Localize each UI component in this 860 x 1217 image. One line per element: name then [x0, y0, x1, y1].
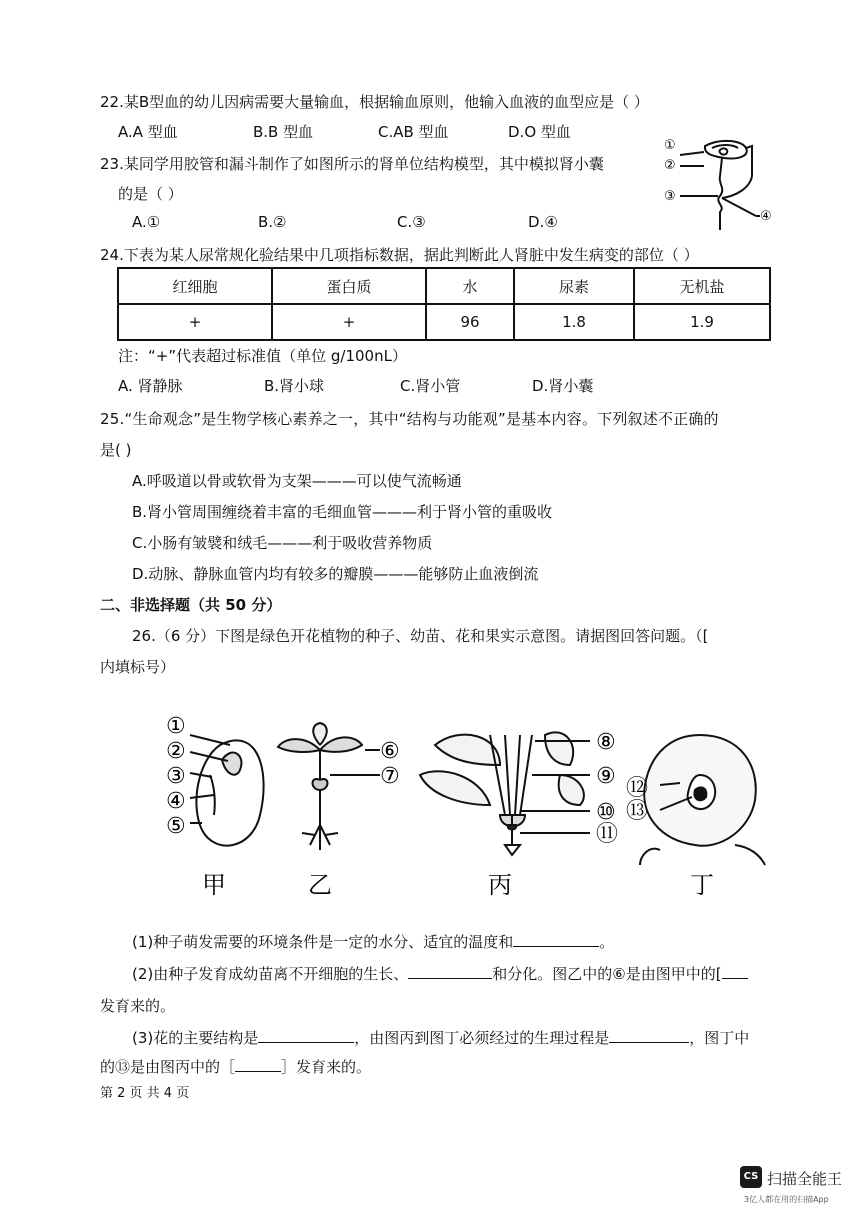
q24-note: 注：“+”代表超过标准值（单位 g/100nL） [118, 347, 407, 365]
q26-sub3-line2-text-a: 的⑬是由图丙中的 [100, 1058, 221, 1076]
q22-option-d: D.O 型血 [508, 123, 571, 141]
seed-label-4: ④ [166, 789, 186, 814]
watermark-brand: 扫描全能王 [767, 1170, 843, 1188]
seedling-label-7: ⑦ [380, 764, 400, 789]
q26-sub3-text-c: ，图丁中 [689, 1029, 750, 1047]
seedling-label-6: ⑥ [380, 739, 400, 764]
answer-blank-3[interactable] [722, 978, 748, 979]
flower-label-8: ⑧ [596, 730, 616, 755]
q23-option-a: A.① [132, 213, 161, 231]
table-cell: 1.9 [634, 304, 770, 340]
q25-option-d: D.动脉、静脉血管内均有较多的瓣膜———能够防止血液倒流 [132, 565, 539, 583]
table-header: 无机盐 [634, 268, 770, 304]
table-header: 红细胞 [118, 268, 272, 304]
table-header-row [118, 268, 770, 304]
table-cell: + [118, 304, 272, 340]
q26-sub2-text-a: (2)由种子发育成幼苗离不开细胞的生长、 [132, 965, 409, 983]
watermark-tagline: 3亿人都在用的扫描App [744, 1195, 829, 1204]
fruit-label-13: ⑬ [626, 799, 649, 824]
q22-option-b: B.B 型血 [253, 123, 314, 141]
q26-sub2 [132, 963, 748, 984]
caption-bing: 丙 [488, 871, 512, 899]
q24-option-d: D.肾小囊 [532, 377, 594, 395]
caption-ding: 丁 [690, 871, 714, 899]
q26-sub3-text-b: ，由图丙到图丁必须经过的生理过程是 [354, 1029, 610, 1047]
q23-stem-line2: 的是（ ） [118, 185, 183, 203]
seed-label-5: ⑤ [166, 814, 186, 839]
plant-figure [160, 705, 770, 905]
answer-blank-1[interactable] [513, 946, 599, 947]
q24-option-a: A. 肾静脉 [118, 377, 183, 395]
table-header: 水 [426, 268, 514, 304]
caption-jia: 甲 [202, 871, 226, 899]
seed-label-3: ③ [166, 764, 186, 789]
table-cell: 96 [426, 304, 514, 340]
q22-option-c: C.AB 型血 [378, 123, 449, 141]
nephron-label-4: ④ [760, 209, 772, 224]
caption-yi: 乙 [308, 871, 332, 899]
q24-stem: 24.下表为某人尿常规化验结果中几项指标数据，据此判断此人肾脏中发生病变的部位（ ） [100, 246, 699, 264]
seed-label-1: ① [166, 714, 186, 739]
table-cell: + [272, 304, 426, 340]
table-header: 蛋白质 [272, 268, 426, 304]
nephron-label-1: ① [664, 138, 676, 153]
flower-label-11: ⑪ [596, 822, 619, 847]
fruit-label-12: ⑫ [626, 776, 649, 801]
answer-blank-6[interactable] [235, 1071, 281, 1072]
q26-sub2-text-b: 和分化。图乙中的⑥是由图甲中的[ [492, 965, 722, 983]
q25-stem-line2: 是( ) [100, 441, 132, 459]
flower-label-10: ⑩ [596, 800, 616, 825]
answer-blank-2[interactable] [408, 978, 492, 979]
q26-sub3-line2 [100, 1056, 371, 1077]
q26-sub1 [132, 931, 614, 952]
table-header: 尿素 [514, 268, 634, 304]
q24-option-c: C.肾小管 [400, 377, 461, 395]
q22-stem: 22.某B型血的幼儿因病需要大量输血，根据输血原则，他输入血液的血型应是（ ） [100, 93, 649, 111]
q23-option-b: B.② [258, 213, 287, 231]
q26-stem-line2: 内填标号） [100, 658, 176, 676]
q25-option-a: A.呼吸道以骨或软骨为支架———可以使气流畅通 [132, 472, 462, 490]
q24-option-b: B.肾小球 [264, 377, 325, 395]
section-title: 二、非选择题（共 50 分） [100, 596, 282, 614]
answer-blank-4[interactable] [258, 1042, 354, 1043]
q26-sub3-line2-bracket-open: ［ [220, 1058, 236, 1076]
camscanner-logo-icon: CS [740, 1166, 762, 1188]
nephron-label-3: ③ [664, 189, 676, 204]
q26-sub2-line2: 发育来的。 [100, 997, 176, 1015]
q23-stem-line1: 23.某同学用胶管和漏斗制作了如图所示的肾单位结构模型，其中模拟肾小囊 [100, 155, 604, 173]
nephron-model-figure [660, 136, 780, 234]
q26-stem-line1: 26.（6 分）下图是绿色开花植物的种子、幼苗、花和果实示意图。请据图回答问题。（[ [132, 627, 709, 645]
q26-sub1-text: (1)种子萌发需要的环境条件是一定的水分、适宜的温度和 [132, 933, 514, 951]
q26-sub3-text-a: (3)花的主要结构是 [132, 1029, 259, 1047]
q25-stem-line1: 25.“生命观念”是生物学核心素养之一，其中“结构与功能观”是基本内容。下列叙述不正确的 [100, 410, 719, 428]
q26-sub1-end: 。 [599, 933, 615, 951]
q26-sub3-line2-text-c: ］发育来的。 [281, 1058, 372, 1076]
table-row [118, 304, 770, 340]
nephron-label-2: ② [664, 158, 676, 173]
urine-test-table [117, 267, 771, 341]
q22-option-a: A.A 型血 [118, 123, 178, 141]
q25-option-b: B.肾小管周围缠绕着丰富的毛细血管———利于肾小管的重吸收 [132, 503, 553, 521]
answer-blank-5[interactable] [609, 1042, 689, 1043]
q23-option-c: C.③ [397, 213, 426, 231]
q23-option-d: D.④ [528, 213, 558, 231]
q26-sub3 [132, 1027, 749, 1048]
seed-label-2: ② [166, 739, 186, 764]
page-number: 第 2 页 共 4 页 [100, 1086, 190, 1101]
flower-label-9: ⑨ [596, 764, 616, 789]
q25-option-c: C.小肠有皱襞和绒毛———利于吸收营养物质 [132, 534, 433, 552]
table-cell: 1.8 [514, 304, 634, 340]
